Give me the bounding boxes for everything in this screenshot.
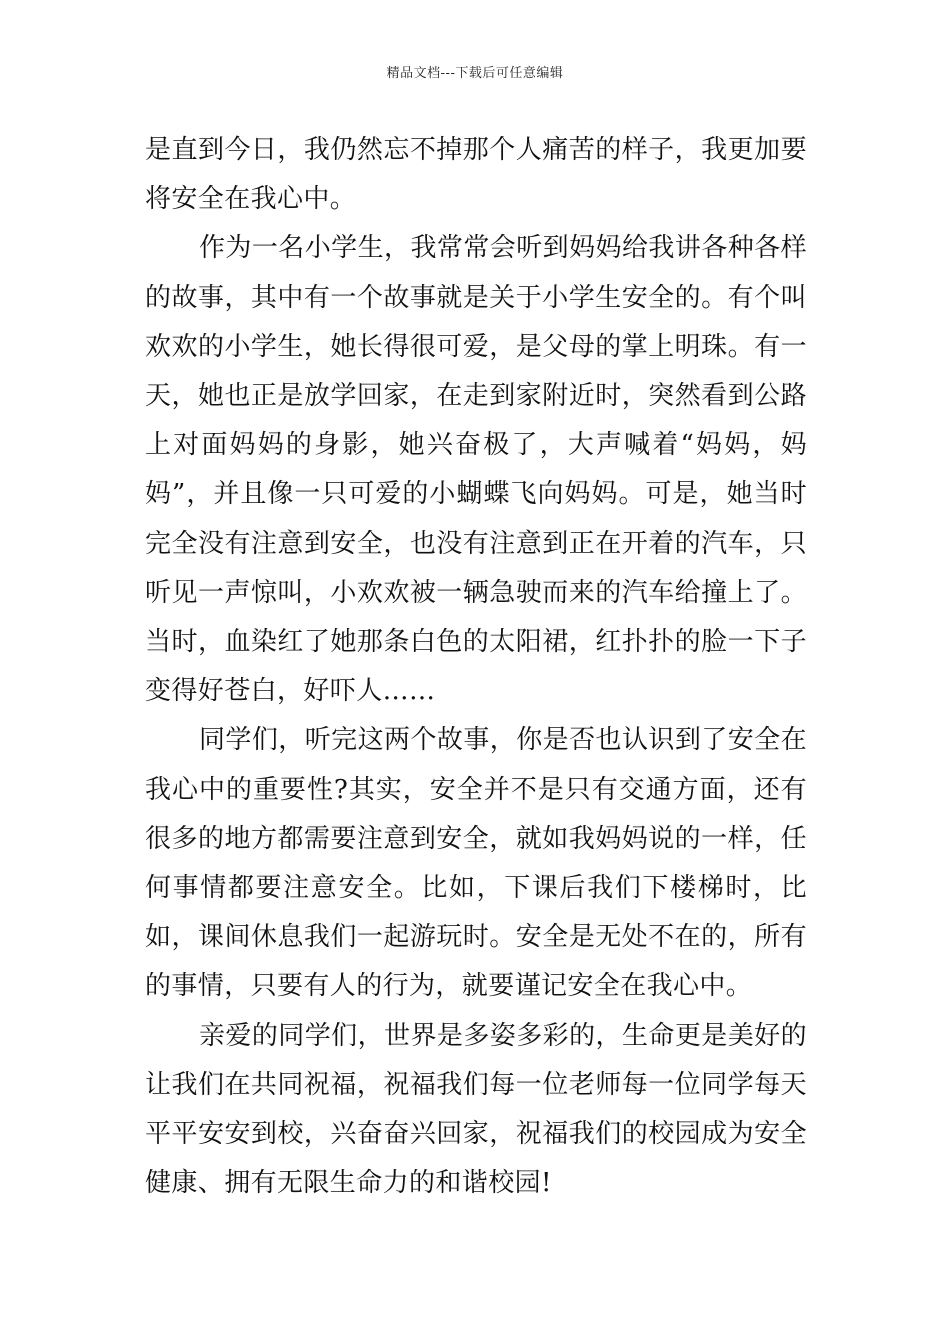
paragraph-closing: 亲爱的同学们，世界是多姿多彩的，生命更是美好的让我们在共同祝福，祝福我们每一位老师每一位同学每天平平安安到校，兴奋奋兴回家，祝福我们的校园成为安全健康、拥有无限生命力的和谐校园! [145,1020,807,1199]
page-header: 精品文档---下载后可任意编辑 [386,66,564,81]
paragraph-story: 作为一名小学生，我常常会听到妈妈给我讲各种各样的故事，其中有一个故事就是关于小学生安全的。有个叫欢欢的小学生，她长得很可爱，是父母的掌上明珠。有一天，她也正是放学回家，在走到家附近时，突然看到公路上对面妈妈的身影，她兴奋极了，大声喊着“妈妈，妈妈”，并且像一只可爱的小蝴蝶飞向妈妈。可是，她当时完全没有注意到安全，也没有注意到正在开着的汽车，只听见一声惊叫，小欢欢被一辆急驶而来的汽车给撞上了。当时，血染红了她那条白色的太阳裙，红扑扑的脸一下子变得好苍白，好吓人…… [145,233,807,707]
paragraph-continuation: 是直到今日，我仍然忘不掉那个人痛苦的样子，我更加要将安全在我心中。 [145,135,807,215]
paragraph-importance: 同学们，听完这两个故事，你是否也认识到了安全在我心中的重要性?其实，安全并不是只有交通方面，还有很多的地方都需要注意到安全，就如我妈妈说的一样，任何事情都要注意安全。比如，下课后我们下楼梯时，比如，课间休息我们一起游玩时。安全是无处不在的，所有的事情，只要有人的行为，就要谨记安全在我心中。 [145,725,807,1002]
document-body [145,126,807,1208]
